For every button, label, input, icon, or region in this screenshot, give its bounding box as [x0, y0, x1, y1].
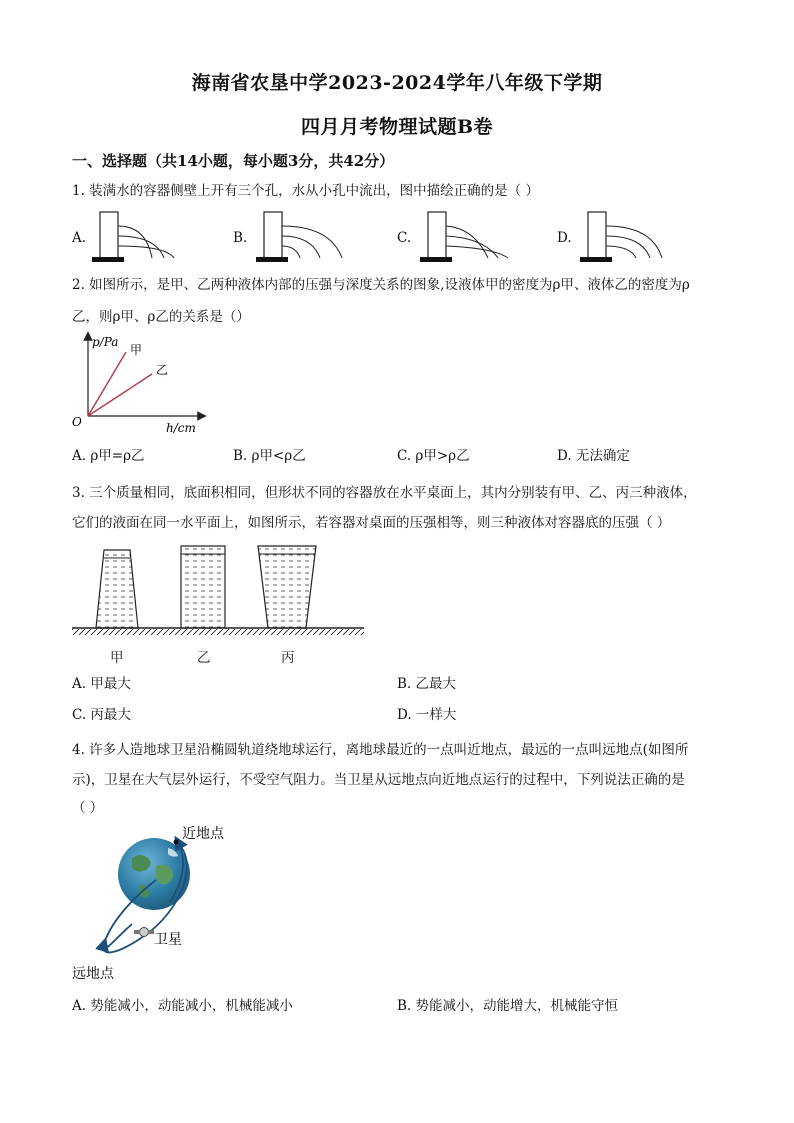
- container-jia: [96, 550, 138, 628]
- line-jia-label: 甲: [130, 343, 143, 357]
- apogee-label: 远地点: [72, 966, 114, 982]
- line-jia: [88, 352, 126, 416]
- q2-option-c[interactable]: C. ρ甲>ρ乙: [397, 448, 470, 464]
- section-heading: 一、选择题（共14小题，每小题3分，共42分）: [72, 152, 395, 170]
- q1-option-d-figure: [574, 208, 670, 264]
- q3-option-a[interactable]: A. 甲最大: [72, 676, 131, 692]
- question-3-stem-line1: 3. 三个质量相同，底面积相同，但形状不同的容器放在水平桌面上，其内分别装有甲、乙、丙三种液体，: [72, 485, 697, 501]
- origin-label: O: [72, 415, 82, 429]
- q1-option-b-label[interactable]: B.: [233, 230, 248, 246]
- label-bing: 丙: [281, 650, 295, 666]
- q4-satellite-orbit-figure: [70, 820, 250, 986]
- page-title: 海南省农垦中学2023-2024学年八年级下学期: [191, 72, 603, 94]
- q1-option-c-figure: [414, 208, 514, 264]
- q4-option-b[interactable]: B. 势能减小，动能增大，机械能守恒: [397, 998, 619, 1014]
- q1-option-a-figure: [86, 208, 178, 264]
- q1-option-d-label[interactable]: D.: [557, 230, 572, 246]
- q3-option-b[interactable]: B. 乙最大: [397, 676, 457, 692]
- q3-containers-figure: [72, 540, 368, 636]
- q2-pressure-depth-graph: [70, 332, 240, 436]
- label-jia: 甲: [110, 650, 124, 666]
- q1-option-a-label[interactable]: A.: [72, 230, 87, 246]
- container-bing: [258, 546, 316, 628]
- question-1-stem: 1. 装满水的容器侧壁上开有三个孔，水从小孔中流出，图中描绘正确的是（ ）: [72, 183, 539, 199]
- q1-option-c-label[interactable]: C.: [397, 230, 412, 246]
- q4-option-a[interactable]: A. 势能减小，动能减小，机械能减小: [72, 998, 293, 1014]
- satellite-label: 卫星: [154, 932, 182, 948]
- question-4-stem-line1: 4. 许多人造地球卫星沿椭圆轨道绕地球运行，离地球最近的一点叫近地点，最远的一点叫远地点(如图所: [72, 742, 689, 758]
- question-2-stem-line2: 乙，则ρ甲、ρ乙的关系是（）: [72, 309, 250, 325]
- q1-option-b-figure: [250, 208, 350, 264]
- perigee-label: 近地点: [182, 826, 224, 842]
- page-subtitle: 四月月考物理试题B卷: [300, 116, 494, 138]
- y-axis-label: p/Pa: [92, 335, 119, 349]
- question-2-stem-line1: 2. 如图所示，是甲、乙两种液体内部的压强与深度关系的图象,设液体甲的密度为ρ甲、液体乙的密度为ρ: [72, 277, 690, 293]
- q3-option-c[interactable]: C. 丙最大: [72, 707, 131, 723]
- perigee-point: [174, 840, 179, 845]
- question-4-stem-line2: 示)，卫星在大气层外运行，不受空气阻力。当卫星从远地点向近地点运行的过程中，下列说法正确的是: [72, 772, 685, 788]
- line-yi-label: 乙: [156, 363, 169, 377]
- q2-option-d[interactable]: D. 无法确定: [557, 448, 630, 464]
- question-3-stem-line2: 它们的液面在同一水平面上，如图所示，若容器对桌面的压强相等，则三种液体对容器底的压强（ ）: [72, 515, 671, 531]
- q2-option-a[interactable]: A. ρ甲=ρ乙: [72, 448, 145, 464]
- earth-icon: [118, 838, 190, 910]
- line-yi: [88, 374, 152, 416]
- container-yi: [181, 546, 225, 628]
- satellite-icon: [134, 928, 154, 937]
- label-yi: 乙: [197, 650, 211, 666]
- q3-option-d[interactable]: D. 一样大: [397, 707, 457, 723]
- x-axis-label: h/cm: [166, 421, 196, 435]
- question-4-stem-line3: （ ）: [72, 800, 104, 816]
- q2-option-b[interactable]: B. ρ甲<ρ乙: [233, 448, 306, 464]
